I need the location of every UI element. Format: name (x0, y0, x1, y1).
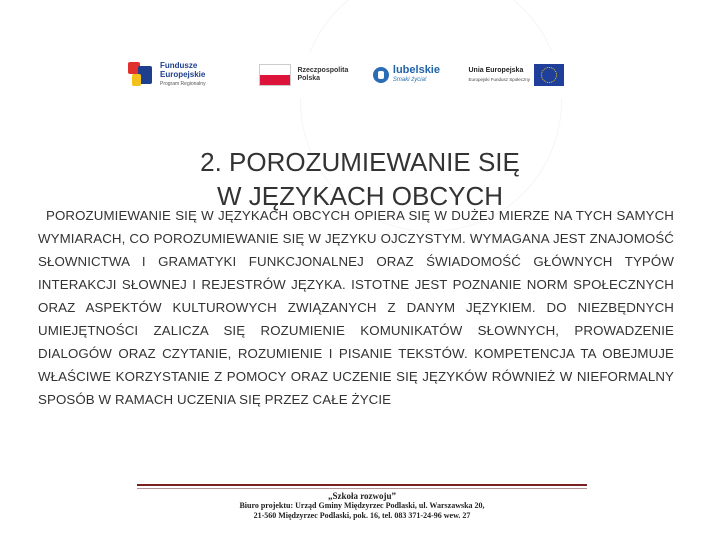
slide-title-line2: W JĘZYKACH OBCYCH (216, 181, 504, 212)
fundusze-line1: Fundusze (160, 61, 198, 70)
sponsor-logo-bar (122, 52, 576, 98)
rzeczpospolita-polska-logo (255, 52, 372, 98)
fundusze-europejskie-logo (128, 52, 255, 98)
polish-flag-icon (259, 64, 291, 86)
unia-europejska-logo (468, 52, 576, 98)
fundusze-line3: Program Regionalny (160, 81, 206, 87)
fundusze-line2: Europejskie (160, 70, 206, 79)
footer-project-title: „Szkoła rozwoju” (327, 491, 397, 501)
lubelskie-logo (373, 52, 469, 98)
footer-divider-thin (137, 488, 587, 489)
lubelskie-name: lubelskie (392, 64, 440, 76)
slide-title-line1: 2. POROZUMIEWANIE SIĘ (200, 147, 520, 178)
unia-line1: Unia Europejska (468, 67, 524, 74)
rzeczpospolita-text: Rzeczpospolita Polska (297, 67, 349, 82)
unia-line2: Europejski Fundusz Społeczny (468, 77, 531, 82)
eu-flag-icon (534, 64, 564, 86)
lubelskie-slogan: Smaki życia! (392, 77, 427, 83)
lubelskie-icon (373, 67, 389, 83)
footer-address-line1: Biuro projektu: Urząd Gminy Międzyrzec Podlaski, ul. Warszawska 20, (239, 501, 485, 510)
footer (137, 491, 587, 521)
fundusze-europejskie-icon (128, 60, 154, 90)
slide-body-text: POROZUMIEWANIE SIĘ W JĘZYKACH OBCYCH OPIERA SIĘ W DUŻEJ MIERZE NA TYCH SAMYCH WYMIARACH, CO POROZUMIEWANIE SIĘ W JĘZYKU OJCZYSTYM. WYMAGANA JEST ZNAJOMOŚĆ SŁOWNICTWA I GRAMATYKI FUNKCJONALNEJ ORAZ ŚWIADOMOŚĆ GŁÓWNYCH TYPÓW INTERAKCJI SŁOWNEJ I REJESTRÓW JĘZYKA. ISTOTNE JEST POZNANIE NORM SPOŁECZNYCH ORAZ ASPEKTÓW KULTUROWYCH ZWIĄZANYCH Z DANYM JĘZYKIEM. DO NIEZBĘDNYCH UMIEJĘTNOŚCI ZALICZA SIĘ ROZUMIENIE KOMUNIKATÓW SŁOWNYCH, PROWADZENIE DIALOGÓW ORAZ CZYTANIE, ROZUMIENIE I PISANIE TEKSTÓW. KOMPETENCJA TA OBEJMUJE WŁAŚCIWE KORZYSTANIE Z POMOCY ORAZ UCZENIE SIĘ JĘZYKÓW RÓWNIEŻ W NIEFORMALNY SPOSÓB W RAMACH UCZENIA SIĘ PRZEZ CAŁE ŻYCIE (38, 208, 674, 407)
footer-divider (137, 484, 587, 486)
footer-address-line2: 21-560 Międzyrzec Podlaski, pok. 16, tel. 083 371-24-96 wew. 27 (253, 511, 471, 520)
